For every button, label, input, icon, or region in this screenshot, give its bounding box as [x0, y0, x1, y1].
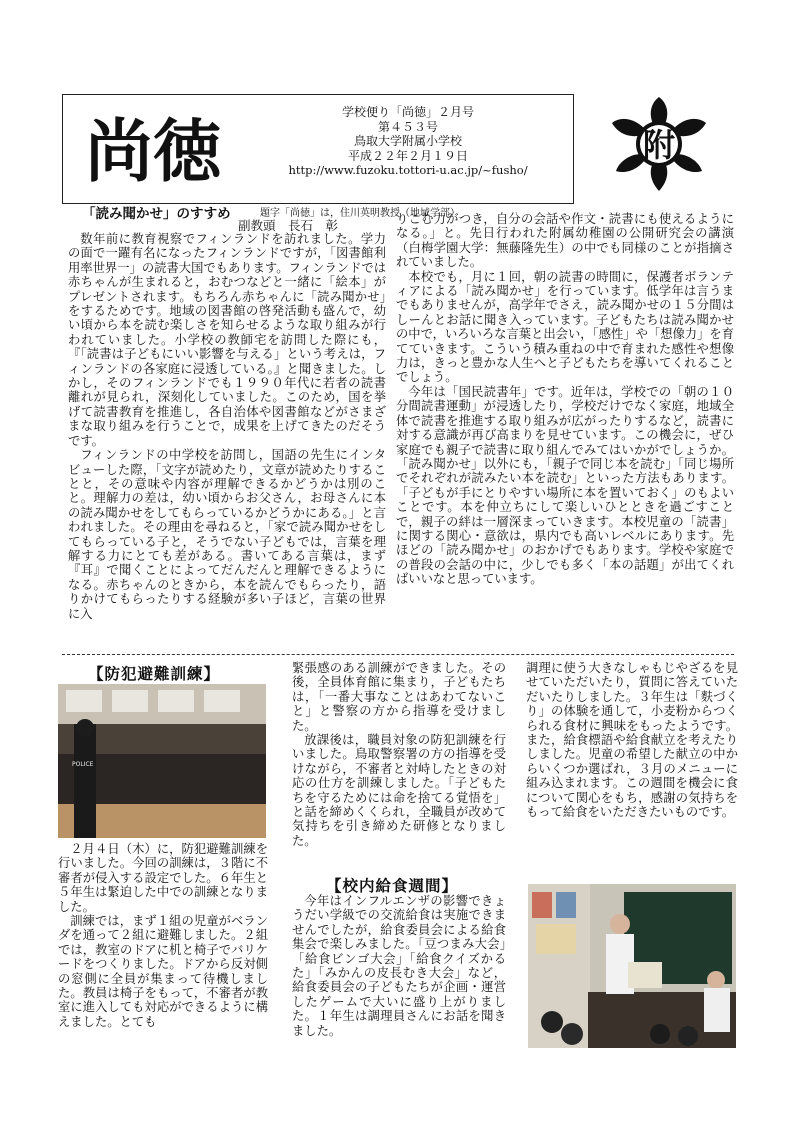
paragraph: 数年前に教育視察でフィンランドを訪れました。学力の面で一躍有名になったフィンランドですが，「図書館利用率世界一」の読書大国でもあります。フィンランドでは赤ちゃんが生まれると，おむつなどと一緒に「絵本」がプレゼントされます。もちろん赤ちゃんに「読み聞かせ」をするためです。地域の図書館の啓発活動も盛んで，幼い頃から本を読む楽しさを知らせるような取り組みが行われていました。小学校の教師宅を訪問した際にも，『「読書は子どもにいい影響を与える」という考えは，フィンランドの各家庭に浸透している。』と聞きました。しかし，そのフィンランドでも１９９０年代に若者の読書離れが見られ，深刻化していました。このため，国を挙げて読書教育を推進し，各自治体や図書館などがさまざまな取り組みを行うことで，成果を上げてきたのだそうです。: [68, 232, 386, 448]
article-column-left: [68, 232, 386, 621]
paragraph: 放課後は，職員対象の防犯訓練を行いました。鳥取警察署の方の指導を受けながら，不審者と対峙したときの対応の仕方を訓練しました。「子どもたちを守るためには命を捨てる覚悟を」と話を締めくくられ，全職員が改めて気持ちを引き締めた研修となりました。: [292, 733, 506, 848]
issue-date: 平成２２年２月１９日: [347, 148, 468, 163]
school-emblem-icon: [598, 93, 720, 195]
issue-number: 第４５３号: [377, 119, 438, 134]
paragraph: 調理に使う大きなしゃもじやざるを見せていただいたり，質問に答えていただいたりしました。３年生は「麩づくり」の体験を通して，小麦粉からつくられる食材に興味をもったようです。また，給食標語や給食献立を考えたりしました。児童の希望した献立の中からいくつか選ばれ，３月のメニューに組み込まれます。この週間を機会に食について関心をもち，感謝の気持ちをもって給食をいただきたいものです。: [526, 661, 738, 820]
lunch-column-right: [526, 661, 738, 819]
paragraph: 本校でも，月に１回，朝の読書の時間に，保護者ボランティアによる「読み聞かせ」を行っています。低学年は言うまでもありませんが，高学年でさえ，読み聞かせの１５分間はしーんとお話に聞き入っています。子どもたちは読み聞かせの中で，いろいろな言葉と出会い，「感性」や「想像力」を育てていきます。こういう積み重ねの中で育まれた感性や想像力は，きっと豊かな人生へと子どもたちを導いてくれることでしょう。: [396, 269, 734, 385]
school-url[interactable]: http://www.fuzoku.tottori-u.ac.jp/~fusho/: [288, 163, 528, 177]
article-title: 「読み聞かせ」のすすめ: [82, 206, 231, 222]
drill-column-left: [58, 842, 268, 1029]
lunch-title: 【校内給食週間】: [326, 876, 459, 895]
emblem-char: 附: [642, 126, 676, 164]
newsletter-title: 学校便り「尚徳」２月号: [341, 105, 474, 119]
vest-label: POLICE: [72, 761, 94, 768]
drill-photo: [58, 684, 266, 838]
masthead-info: [243, 105, 573, 178]
calligraphy-logo: [85, 101, 235, 193]
paragraph: 訓練では，まず１組の児童がベランダを通って２組に避難しました。２組では，教室のドアに机と椅子でバリケードをつくりました。ドアから反対側の窓側に全員が集まって待機しました。教員は椅子をもって，不審者が教室に進入しても対応ができるように構えました。とても: [58, 914, 268, 1029]
paragraph: りこむ力がつき，自分の会話や作文・読書にも使えるようになる。」と。先日行われた附属幼稚園の公開研究会の講演（白梅学園大学：無藤隆先生）の中でも同様のことが指摘されていました。: [396, 212, 734, 270]
section-divider: [62, 654, 734, 655]
calligraphy-credit: 題字「尚徳」は，住川英明教授（地域学部）: [260, 208, 460, 219]
logo-text: 尚徳: [85, 112, 222, 192]
drill-title: 【防犯避難訓練】: [88, 664, 221, 683]
paragraph: 今年はインフルエンザの影響できょうだい学級での交流給食は実施できませんでしたが，給食委員会による給食集会で楽しみました。「豆つまみ大会」「給食ビンゴ大会」「給食クイズかるた」「みかんの皮長むき大会」など，給食委員会の子どもたちが企画・運営したゲームで大いに盛り上がりました。１年生は調理員さんにお話を聞きました。: [292, 894, 506, 1038]
paragraph: 緊張感のある訓練ができました。その後，全員体育館に集まり，子どもたちは，「一番大事なことはあわてないこと」と警察の方から指導を受けました。: [292, 661, 506, 733]
paragraph: 今年は「国民読書年」です。近年は，学校での「朝の１０分間読書運動」が浸透したり，学校だけでなく家庭，地域全体で読書を推進する取り組みが広がったりするなど，読書に対する意識が再び高まりを見せています。この機会に，ぜひ家庭でも親子で読書に取り組んでみてはいかがでしょうか。「読み聞かせ」以外にも，「親子で同じ本を読む」「同じ場所でそれぞれが読みたい本を読む」といった方法もあります。「子どもが手にとりやすい場所に本を置いておく」のもよいことです。本を仲立ちにして楽しいひとときを過ごすことで，親子の絆は一層深まっていきます。本校児童の「読書」に関する関心・意欲は，県内でも高いレベルにあります。先ほどの「読み聞かせ」のおかげでもあります。学校や家庭での普段の会話の中に，少しでも多く「本の話題」が出てくればいいなと思っています。: [396, 384, 734, 587]
paragraph: ２月４日（木）に，防犯避難訓練を行いました。今回の訓練は，３階に不審者が侵入する設定でした。６年生と５年生は緊迫した中での訓練となりました。: [58, 842, 268, 914]
masthead: [62, 94, 574, 204]
paragraph: フィンランドの中学校を訪問し，国語の先生にインタビューした際，「文字が読めたり，文章が読めたりすることと，その意味や内容が理解できるかどうかは別のこと。理解力の差は，幼い頃からお父さん，お母さんに本の読み聞かせをしてもらっているかどうかにある。」と言われました。その理由を尋ねると，「家で読み聞かせをしてもらっている子と，そうでない子どもでは，言葉を理解する力にとても差がある。書いてある言葉は，まず『耳』で聞くことによってだんだんと理解できるようになる。赤ちゃんのときから，本を読んでもらったり，語りかけてもらったりする経験が多い子ほど，言葉の世界に入: [68, 448, 386, 621]
article-column-right: [396, 212, 734, 587]
drill-column-middle: [292, 661, 506, 848]
lunch-photo: [528, 884, 736, 1048]
article-author: 副教頭 長石 彰: [238, 218, 339, 233]
school-name: 鳥取大学附属小学校: [353, 134, 462, 148]
lunch-column-middle: [292, 894, 506, 1038]
